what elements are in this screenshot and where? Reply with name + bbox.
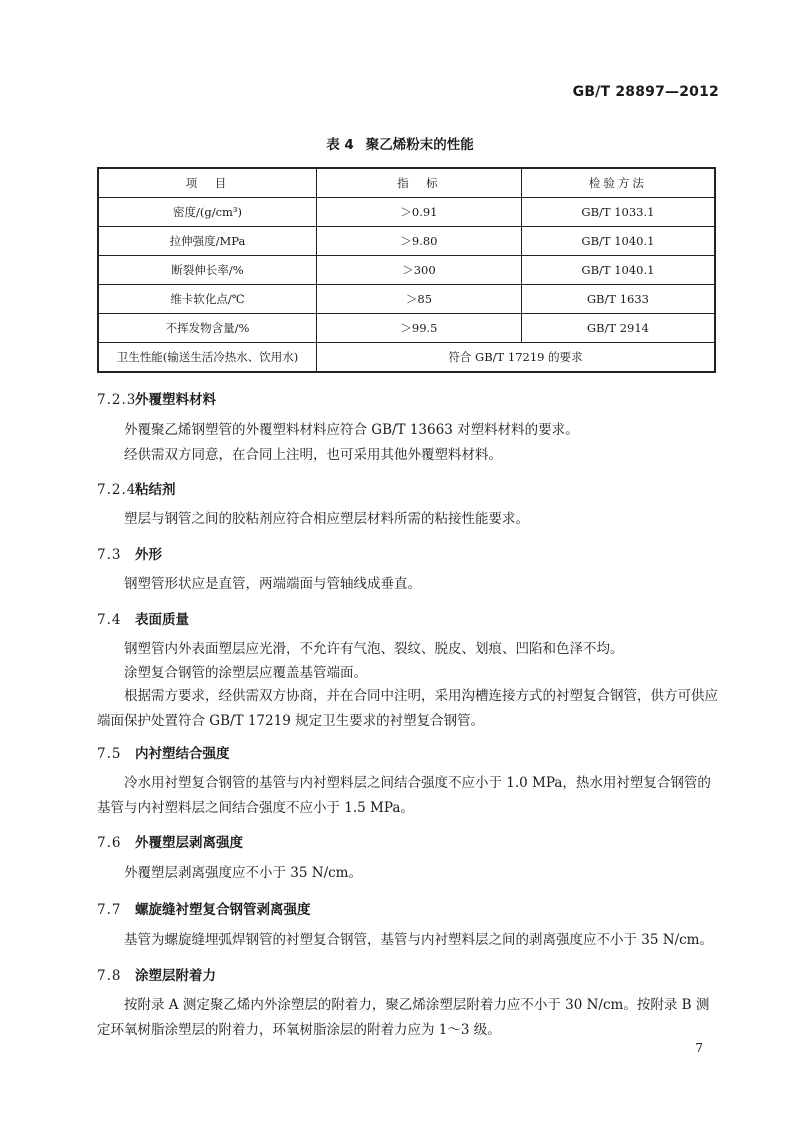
cell-item: 维卡软化点/℃: [98, 285, 317, 314]
table-caption: 聚乙烯粉末的性能: [365, 137, 474, 153]
cell-index: ＞9.80: [317, 227, 522, 256]
paragraph: 外覆塑层剥离强度应不小于 35 N/cm。: [124, 865, 362, 881]
column-header-method: 检验方法: [521, 168, 715, 198]
properties-table: [97, 167, 716, 373]
section-title: 内衬塑结合强度: [135, 746, 230, 762]
cell-method: GB/T 1633: [521, 285, 715, 314]
section-number: 7.7: [97, 902, 122, 918]
cell-method: GB/T 1040.1: [521, 256, 715, 285]
section-title: 涂塑层附着力: [135, 968, 216, 984]
section-title: 螺旋缝衬塑复合钢管剥离强度: [135, 902, 311, 918]
paragraph: 涂塑复合钢管的涂塑层应覆盖基管端面。: [124, 665, 367, 681]
paragraph: 冷水用衬塑复合钢管的基管与内衬塑料层之间结合强度不应小于 1.0 MPa，热水用衬塑复合钢管的基管与内衬塑料层之间结合强度不应小于 1.5 MPa。: [97, 775, 711, 816]
table-title: [0, 133, 800, 153]
table-row: [98, 198, 715, 227]
section-number: 7.8: [97, 968, 122, 984]
table-row-hygiene: [98, 343, 715, 373]
section-heading: [97, 831, 243, 851]
table-row: [98, 285, 715, 314]
section-heading: [97, 898, 311, 918]
cell-method: GB/T 1040.1: [521, 227, 715, 256]
section-heading: [97, 478, 176, 498]
cell-index: ＞300: [317, 256, 522, 285]
cell-index: ＞85: [317, 285, 522, 314]
cell-index: ＞0.91: [317, 198, 522, 227]
cell-method: GB/T 1033.1: [521, 198, 715, 227]
section-number: 7.2.4: [97, 482, 137, 498]
cell-item: 密度/(g/cm³): [98, 198, 317, 227]
table-number: 表 4: [326, 137, 354, 153]
section-title: 表面质量: [135, 612, 189, 628]
paragraph: 按附录 A 测定聚乙烯内外涂塑层的附着力，聚乙烯涂塑层附着力应不小于 30 N/cm。按附录 B 测定环氧树脂涂塑层的附着力，环氧树脂涂层的附着力应为 1～3 级。: [97, 997, 710, 1038]
paragraph: 钢塑管形状应是直管，两端端面与管轴线成垂直。: [124, 576, 421, 592]
column-header-item: 项 目: [98, 168, 317, 198]
section-title: 外覆塑层剥离强度: [135, 835, 243, 851]
cell-method: GB/T 2914: [521, 314, 715, 343]
section-number: 7.6: [97, 835, 122, 851]
section-title: 粘结剂: [135, 482, 176, 498]
section-title: 外形: [135, 547, 162, 563]
paragraph: 钢塑管内外表面塑层应光滑，不允许有气泡、裂纹、脱皮、划痕、凹陷和色泽不均。: [124, 641, 624, 657]
column-header-index: 指 标: [317, 168, 522, 198]
cell-index: ＞99.5: [317, 314, 522, 343]
section-heading: [97, 543, 162, 563]
section-heading: [97, 742, 230, 762]
table-row: [98, 227, 715, 256]
section-heading: [97, 964, 216, 984]
standard-code: GB/T 28897—2012: [572, 84, 719, 100]
paragraph: 塑层与钢管之间的胶粘剂应符合相应塑层材料所需的粘接性能要求。: [124, 511, 529, 527]
paragraph: 外覆聚乙烯钢塑管的外覆塑料材料应符合 GB/T 13663 对塑料材料的要求。: [124, 422, 579, 438]
cell-item: 断裂伸长率/%: [98, 256, 317, 285]
cell-requirement: 符合 GB/T 17219 的要求: [317, 343, 715, 373]
section-heading: [97, 608, 189, 628]
cell-item: 拉伸强度/MPa: [98, 227, 317, 256]
paragraph: 基管为螺旋缝埋弧焊钢管的衬塑复合钢管，基管与内衬塑料层之间的剥离强度应不小于 35 N/cm。: [124, 932, 713, 948]
section-number: 7.3: [97, 547, 122, 563]
section-number: 7.5: [97, 746, 122, 762]
section-heading: [97, 388, 216, 408]
paragraph: 经供需双方同意，在合同上注明，也可采用其他外覆塑料材料。: [124, 447, 502, 463]
cell-item: 不挥发物含量/%: [98, 314, 317, 343]
section-number: 7.2.3: [97, 392, 137, 408]
table-row: [98, 256, 715, 285]
cell-item: 卫生性能(输送生活冷热水、饮用水): [98, 343, 317, 373]
section-number: 7.4: [97, 612, 122, 628]
page-number: 7: [695, 1041, 703, 1055]
table-row: [98, 314, 715, 343]
section-title: 外覆塑料材料: [135, 392, 216, 408]
table-header-row: [98, 168, 715, 198]
paragraph: 根据需方要求，经供需双方协商，并在合同中注明，采用沟槽连接方式的衬塑复合钢管，供方可供应端面保护处置符合 GB/T 17219 规定卫生要求的衬塑复合钢管。: [97, 688, 718, 729]
